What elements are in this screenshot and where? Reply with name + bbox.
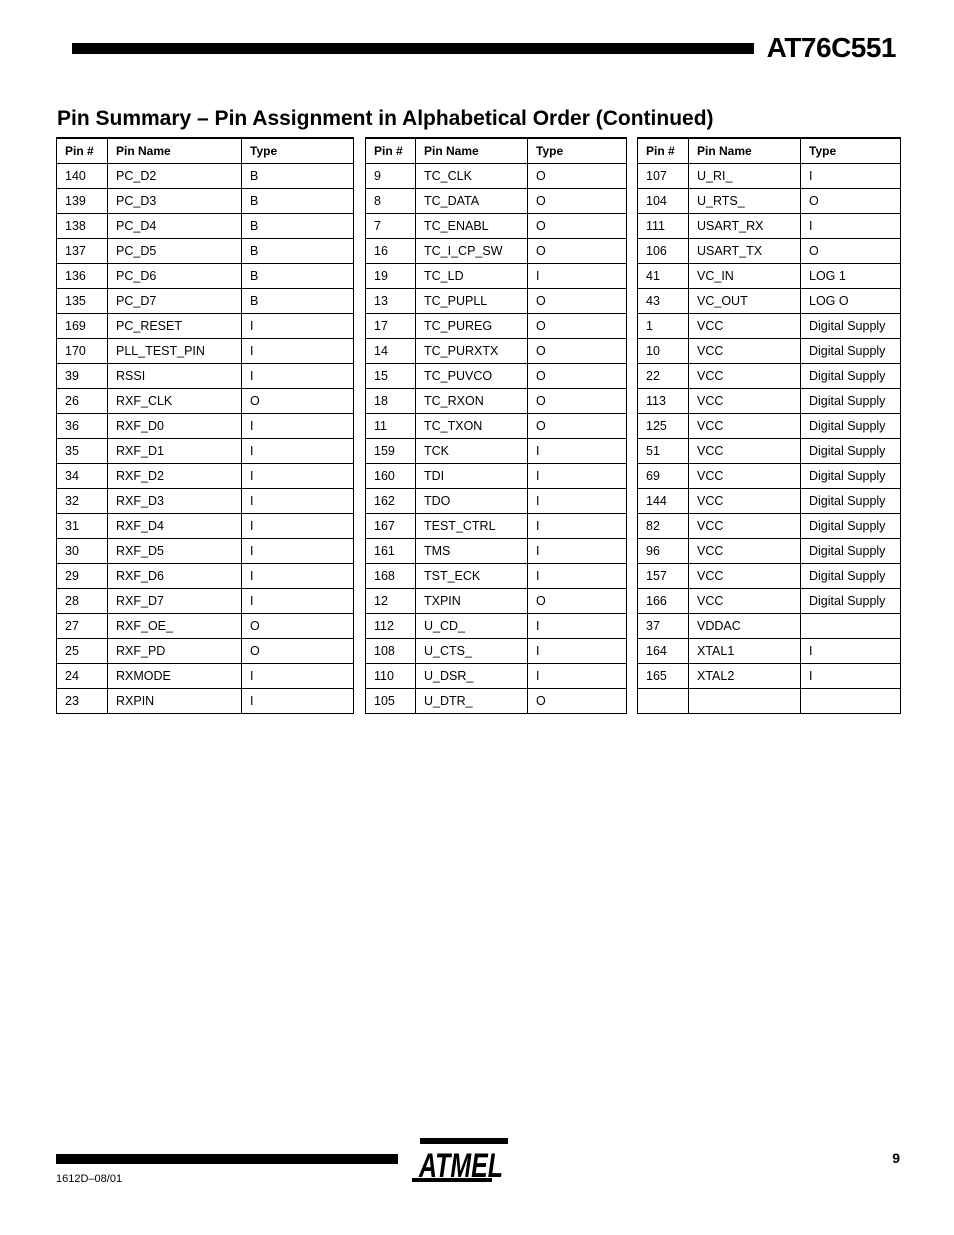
table-row [57,164,354,189]
type-cell: Digital Supply [801,314,901,339]
pin-number-cell: 32 [57,489,108,514]
pin-number-cell: 41 [638,264,689,289]
pin-number-cell: 111 [638,214,689,239]
pin-number-cell: 105 [366,689,416,714]
pin-number-cell: 168 [366,564,416,589]
pin-name-cell: XTAL2 [689,664,801,689]
pin-name-cell: TCK [416,439,528,464]
pin-name-cell: VCC [689,539,801,564]
pin-name-cell: RSSI [108,364,242,389]
pin-number-cell: 51 [638,439,689,464]
type-cell: Digital Supply [801,514,901,539]
table-row [57,414,354,439]
header-type: Type [528,138,627,164]
table-row [57,264,354,289]
section-title: Pin Summary – Pin Assignment in Alphabetical Order (Continued) [57,107,714,130]
pin-number-cell: 159 [366,439,416,464]
pin-name-cell: TMS [416,539,528,564]
type-cell: I [528,564,627,589]
pin-number-cell: 26 [57,389,108,414]
pin-number-cell: 28 [57,589,108,614]
pin-number-cell: 140 [57,164,108,189]
pin-name-cell: PLL_TEST_PIN [108,339,242,364]
footer-rule [56,1154,398,1164]
type-cell: O [528,339,627,364]
pin-number-cell: 1 [638,314,689,339]
pin-name-cell: TC_I_CP_SW [416,239,528,264]
table-row [57,289,354,314]
pin-name-cell [689,689,801,714]
type-cell: O [242,614,354,639]
pin-name-cell: XTAL1 [689,639,801,664]
pin-table-2 [365,137,627,714]
table-row [57,614,354,639]
pin-name-cell: PC_D6 [108,264,242,289]
type-cell: Digital Supply [801,389,901,414]
pin-number-cell: 69 [638,464,689,489]
table-row [366,639,627,664]
pin-number-cell: 106 [638,239,689,264]
svg-text:ATMEL: ATMEL [418,1147,503,1185]
pin-name-cell: VC_OUT [689,289,801,314]
pin-name-cell: TC_TXON [416,414,528,439]
type-cell: Digital Supply [801,364,901,389]
table-row [366,614,627,639]
table-row [57,514,354,539]
table-row [57,489,354,514]
type-cell: I [528,264,627,289]
pin-number-cell: 35 [57,439,108,464]
header-type: Type [801,138,901,164]
type-cell: LOG 1 [801,264,901,289]
pin-name-cell: RXF_OE_ [108,614,242,639]
document-code: 1612D–08/01 [56,1173,123,1185]
pin-name-cell: VC_IN [689,264,801,289]
pin-number-cell: 169 [57,314,108,339]
type-cell: I [242,564,354,589]
pin-name-cell: RXF_PD [108,639,242,664]
type-cell: O [528,364,627,389]
pin-name-cell: RXF_D4 [108,514,242,539]
pin-number-cell: 136 [57,264,108,289]
pin-name-cell: TDO [416,489,528,514]
table-row [57,589,354,614]
header-type: Type [242,138,354,164]
table-row [366,514,627,539]
pin-name-cell: TDI [416,464,528,489]
pin-name-cell: TC_DATA [416,189,528,214]
pin-name-cell: RXF_D5 [108,539,242,564]
table-row [366,464,627,489]
pin-number-cell: 108 [366,639,416,664]
table-row [638,689,901,714]
table-row [366,189,627,214]
table-row [638,464,901,489]
pin-number-cell: 43 [638,289,689,314]
type-cell: I [242,339,354,364]
type-cell: I [528,464,627,489]
table-row [638,514,901,539]
pin-number-cell: 170 [57,339,108,364]
type-cell: O [801,239,901,264]
pin-name-cell: VCC [689,314,801,339]
type-cell: B [242,289,354,314]
pin-name-cell: PC_D5 [108,239,242,264]
pin-name-cell: VCC [689,489,801,514]
type-cell: I [801,164,901,189]
pin-name-cell: RXF_D3 [108,489,242,514]
header-pin-name: Pin Name [416,138,528,164]
table-row [638,439,901,464]
pin-name-cell: RXF_CLK [108,389,242,414]
type-cell [801,689,901,714]
atmel-logo [410,1138,510,1184]
pin-name-cell: U_DSR_ [416,664,528,689]
type-cell: Digital Supply [801,339,901,364]
table-row [57,189,354,214]
pin-name-cell: VCC [689,514,801,539]
document-title: AT76C551 [766,32,896,63]
table-row [57,214,354,239]
type-cell: I [801,214,901,239]
pin-number-cell: 7 [366,214,416,239]
pin-name-cell: VCC [689,564,801,589]
type-cell: O [528,414,627,439]
pin-number-cell: 16 [366,239,416,264]
pin-name-cell: TC_PURXTX [416,339,528,364]
table-row [57,364,354,389]
type-cell: O [528,214,627,239]
type-cell: O [528,689,627,714]
pin-name-cell: TC_RXON [416,389,528,414]
header-rule [72,43,754,54]
pin-name-cell: U_DTR_ [416,689,528,714]
pin-name-cell: RXF_D6 [108,564,242,589]
pin-number-cell: 167 [366,514,416,539]
table-row [638,639,901,664]
pin-name-cell: RXF_D2 [108,464,242,489]
type-cell: I [801,664,901,689]
pin-number-cell: 139 [57,189,108,214]
pin-name-cell: VCC [689,389,801,414]
type-cell: I [242,664,354,689]
pin-name-cell: TC_PUVCO [416,364,528,389]
pin-name-cell: PC_D7 [108,289,242,314]
table-row [366,339,627,364]
table-row [638,539,901,564]
type-cell: Digital Supply [801,539,901,564]
table-header-row [57,138,354,164]
pin-number-cell: 166 [638,589,689,614]
pin-name-cell: PC_RESET [108,314,242,339]
table-row [638,289,901,314]
pin-name-cell: TST_ECK [416,564,528,589]
table-row [638,189,901,214]
type-cell: I [242,539,354,564]
table-row [638,489,901,514]
pin-number-cell: 160 [366,464,416,489]
type-cell: I [528,639,627,664]
type-cell [801,614,901,639]
pin-number-cell: 162 [366,489,416,514]
pin-number-cell: 8 [366,189,416,214]
type-cell: O [528,289,627,314]
pin-number-cell: 110 [366,664,416,689]
type-cell: O [528,239,627,264]
pin-number-cell: 25 [57,639,108,664]
type-cell: I [528,539,627,564]
page-number: 9 [892,1150,900,1166]
table-row [638,414,901,439]
table-row [366,414,627,439]
pin-number-cell: 125 [638,414,689,439]
pin-number-cell: 165 [638,664,689,689]
type-cell: I [242,364,354,389]
pin-number-cell: 82 [638,514,689,539]
table-row [57,689,354,714]
type-cell: LOG O [801,289,901,314]
pin-table-1 [56,137,354,714]
pin-number-cell: 15 [366,364,416,389]
header-pin-name: Pin Name [689,138,801,164]
pin-number-cell: 30 [57,539,108,564]
table-row [366,489,627,514]
pin-number-cell: 29 [57,564,108,589]
type-cell: I [242,514,354,539]
pin-number-cell: 157 [638,564,689,589]
header-pin-number: Pin # [366,138,416,164]
type-cell: I [528,439,627,464]
pin-name-cell: VCC [689,364,801,389]
pin-name-cell: RXF_D0 [108,414,242,439]
pin-number-cell: 107 [638,164,689,189]
pin-number-cell: 23 [57,689,108,714]
pin-name-cell: TC_CLK [416,164,528,189]
type-cell: I [242,314,354,339]
pin-number-cell: 112 [366,614,416,639]
pin-name-cell: TXPIN [416,589,528,614]
table-row [366,689,627,714]
pin-name-cell: PC_D2 [108,164,242,189]
type-cell: I [242,489,354,514]
type-cell: O [528,314,627,339]
pin-name-cell: U_CTS_ [416,639,528,664]
table-row [366,289,627,314]
pin-number-cell: 18 [366,389,416,414]
table-row [366,214,627,239]
pin-number-cell: 34 [57,464,108,489]
pin-number-cell: 31 [57,514,108,539]
pin-name-cell: VCC [689,439,801,464]
type-cell: I [528,514,627,539]
pin-number-cell [638,689,689,714]
pin-number-cell: 161 [366,539,416,564]
pin-name-cell: PC_D3 [108,189,242,214]
pin-number-cell: 36 [57,414,108,439]
type-cell: I [242,439,354,464]
type-cell: O [528,589,627,614]
table-row [366,589,627,614]
pin-number-cell: 11 [366,414,416,439]
table-row [57,389,354,414]
pin-name-cell: USART_RX [689,214,801,239]
table-row [638,564,901,589]
type-cell: I [528,614,627,639]
type-cell: Digital Supply [801,439,901,464]
type-cell: Digital Supply [801,414,901,439]
pin-number-cell: 17 [366,314,416,339]
table-row [638,314,901,339]
pin-name-cell: PC_D4 [108,214,242,239]
table-row [366,389,627,414]
table-row [57,564,354,589]
table-row [638,364,901,389]
pin-number-cell: 14 [366,339,416,364]
table-row [638,389,901,414]
pin-number-cell: 12 [366,589,416,614]
type-cell: O [528,389,627,414]
pin-number-cell: 137 [57,239,108,264]
table-row [366,439,627,464]
pin-number-cell: 13 [366,289,416,314]
table-row [57,339,354,364]
table-row [366,539,627,564]
pin-name-cell: RXPIN [108,689,242,714]
pin-name-cell: VDDAC [689,614,801,639]
type-cell: I [242,589,354,614]
type-cell: Digital Supply [801,564,901,589]
pin-name-cell: U_CD_ [416,614,528,639]
pin-number-cell: 9 [366,164,416,189]
table-row [638,164,901,189]
pin-number-cell: 39 [57,364,108,389]
pin-name-cell: TEST_CTRL [416,514,528,539]
table-row [638,664,901,689]
table-row [57,439,354,464]
pin-name-cell: TC_LD [416,264,528,289]
type-cell: Digital Supply [801,589,901,614]
table-row [638,214,901,239]
type-cell: I [242,414,354,439]
pin-name-cell: USART_TX [689,239,801,264]
table-row [366,314,627,339]
table-row [57,314,354,339]
pin-number-cell: 164 [638,639,689,664]
type-cell: I [528,664,627,689]
type-cell: Digital Supply [801,464,901,489]
pin-name-cell: RXF_D1 [108,439,242,464]
type-cell: I [801,639,901,664]
table-row [366,364,627,389]
table-row [638,589,901,614]
table-row [366,239,627,264]
pin-number-cell: 37 [638,614,689,639]
type-cell: B [242,189,354,214]
table-row [638,239,901,264]
pin-name-cell: RXF_D7 [108,589,242,614]
pin-name-cell: VCC [689,464,801,489]
pin-number-cell: 22 [638,364,689,389]
type-cell: O [528,164,627,189]
type-cell: B [242,239,354,264]
pin-number-cell: 27 [57,614,108,639]
type-cell: I [242,689,354,714]
table-row [57,539,354,564]
type-cell: B [242,214,354,239]
pin-number-cell: 144 [638,489,689,514]
table-row [57,239,354,264]
pin-name-cell: TC_PUPLL [416,289,528,314]
pin-name-cell: VCC [689,589,801,614]
type-cell: I [242,464,354,489]
pin-number-cell: 104 [638,189,689,214]
pin-number-cell: 96 [638,539,689,564]
table-row [366,264,627,289]
pin-number-cell: 113 [638,389,689,414]
header-pin-number: Pin # [57,138,108,164]
pin-name-cell: RXMODE [108,664,242,689]
table-row [366,164,627,189]
table-row [57,664,354,689]
table-header-row [638,138,901,164]
pin-number-cell: 19 [366,264,416,289]
type-cell: I [528,489,627,514]
table-row [57,464,354,489]
pin-name-cell: VCC [689,414,801,439]
pin-number-cell: 24 [57,664,108,689]
type-cell: Digital Supply [801,489,901,514]
pin-name-cell: U_RI_ [689,164,801,189]
pin-number-cell: 10 [638,339,689,364]
table-header-row [366,138,627,164]
table-row [366,664,627,689]
table-row [638,339,901,364]
pin-table-3 [637,137,901,714]
pin-number-cell: 135 [57,289,108,314]
pin-name-cell: U_RTS_ [689,189,801,214]
type-cell: B [242,264,354,289]
table-row [57,639,354,664]
pin-number-cell: 138 [57,214,108,239]
type-cell: B [242,164,354,189]
pin-name-cell: TC_ENABL [416,214,528,239]
table-row [366,564,627,589]
type-cell: O [528,189,627,214]
table-row [638,614,901,639]
type-cell: O [242,639,354,664]
table-row [638,264,901,289]
type-cell: O [801,189,901,214]
header-pin-name: Pin Name [108,138,242,164]
pin-name-cell: VCC [689,339,801,364]
type-cell: O [242,389,354,414]
pin-name-cell: TC_PUREG [416,314,528,339]
header-pin-number: Pin # [638,138,689,164]
